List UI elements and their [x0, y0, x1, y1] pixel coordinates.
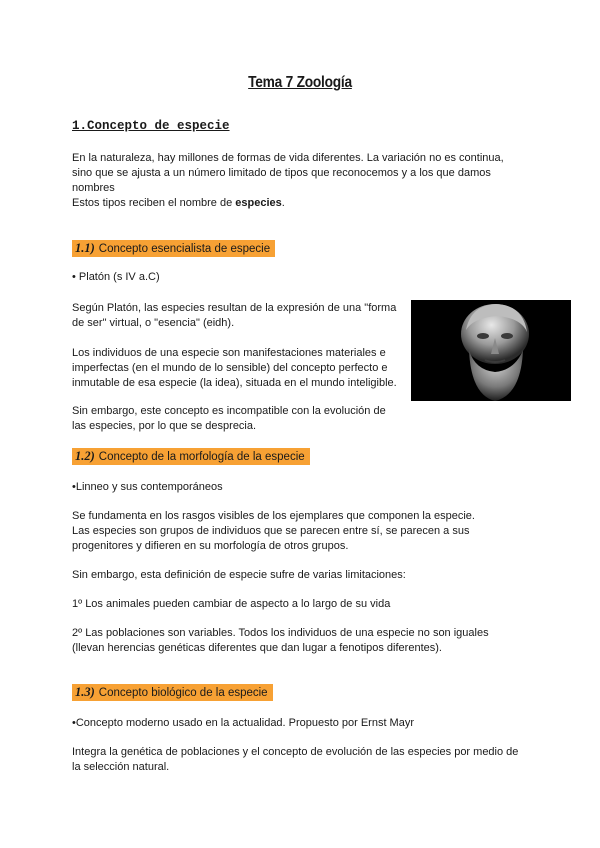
text-line: Según Platón, las especies resultan de la expresión de una "forma: [72, 302, 397, 314]
subheading-label: Concepto biológico de la especie: [98, 687, 268, 699]
paragraph: [72, 301, 396, 331]
subheading-label: Concepto de la morfología de la especie: [98, 451, 305, 463]
bullet-mayr: •Concepto moderno usado en la actualidad. Propuesto por Ernst Mayr: [72, 717, 414, 729]
paragraph: [72, 346, 397, 391]
text-line: [72, 196, 504, 211]
text-line: las especies, por lo que se desprecia.: [72, 420, 257, 432]
subheading-number: 1.1): [75, 241, 95, 255]
text-line: Se fundamenta en los rasgos visibles de los ejemplares que componen la especie.: [72, 510, 475, 522]
text-line: En la naturaleza, hay millones de formas de vida diferentes. La variación no es continua,: [72, 152, 504, 164]
limitation-1: 1º Los animales pueden cambiar de aspecto a lo largo de su vida: [72, 598, 391, 610]
text-line: inmutable de esa especie (la idea), situada en el mundo inteligible.: [72, 377, 397, 389]
text-line: (llevan herencias genéticas diferentes que dan lugar a fenotipos diferentes).: [72, 642, 442, 654]
subheading-1-2: [72, 448, 310, 465]
plato-bust-image: [411, 300, 571, 401]
text-line: nombres: [72, 182, 115, 194]
paragraph: [72, 509, 475, 554]
paragraph: Sin embargo, esta definición de especie sufre de varias limitaciones:: [72, 569, 406, 581]
paragraph: [72, 404, 386, 434]
page-title: Tema 7 Zoología: [248, 74, 352, 91]
text-line: progenitores y difieren en su morfología de otros grupos.: [72, 540, 349, 552]
keyword-especies: especies: [235, 197, 282, 209]
subheading-number: 1.2): [75, 449, 95, 463]
text-line: Integra la genética de poblaciones y el concepto de evolución de las especies por medio de: [72, 746, 519, 758]
section-heading: 1.Concepto de especie: [72, 119, 230, 133]
text-line: sino que se ajusta a un número limitado de tipos que reconocemos y a los que damos: [72, 167, 491, 179]
text-line: de ser" virtual, o "esencia" (eidh).: [72, 317, 235, 329]
bullet-platon: • Platón (s IV a.C): [72, 271, 160, 283]
text-span: Estos tipos reciben el nombre de: [72, 197, 236, 209]
text-line: Las especies son grupos de individuos que se parecen entre sí, se parecen a sus: [72, 525, 470, 537]
limitation-2: [72, 626, 489, 656]
plato-bust-illustration: [411, 300, 571, 401]
paragraph: [72, 745, 518, 775]
subheading-label: Concepto esencialista de especie: [98, 243, 271, 255]
text-line: imperfectas (en el mundo de lo sensible) del concepto perfecto e: [72, 362, 388, 374]
text-line: la selección natural.: [72, 761, 170, 773]
subheading-number: 1.3): [75, 685, 95, 699]
intro-paragraph: [72, 151, 504, 211]
text-span: .: [281, 197, 285, 209]
bullet-linneo: •Linneo y sus contemporáneos: [72, 481, 223, 493]
text-line: Sin embargo, este concepto es incompatible con la evolución de: [72, 405, 386, 417]
subheading-1-3: [72, 684, 273, 701]
text-line: 2º Las poblaciones son variables. Todos los individuos de una especie no son iguales: [72, 627, 489, 639]
text-line: Los individuos de una especie son manifestaciones materiales e: [72, 347, 386, 359]
subheading-1-1: [72, 240, 275, 257]
